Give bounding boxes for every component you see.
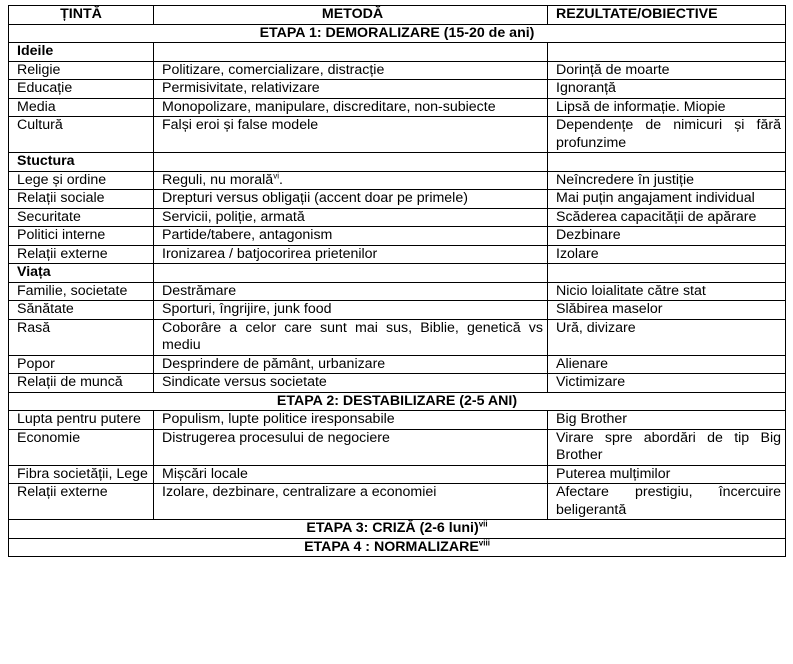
table-row <box>9 355 786 374</box>
stage-4-text: ETAPA 4 : NORMALIZARE <box>304 538 479 555</box>
cell-tinta: Relații de muncă <box>9 374 154 393</box>
table-row <box>9 171 786 190</box>
cell-tinta: Economie <box>9 429 154 465</box>
table-row <box>9 301 786 320</box>
cell-tinta: Cultură <box>9 117 154 153</box>
group-viata: Viața <box>9 264 154 283</box>
cell-tinta: Relații sociale <box>9 190 154 209</box>
header-rezultate: REZULTATE/OBIECTIVE <box>548 6 786 25</box>
cell-rezultat: Ură, divizare <box>548 319 786 355</box>
cell-rezultat: Slăbirea maselor <box>548 301 786 320</box>
table-row <box>9 190 786 209</box>
table-row <box>9 61 786 80</box>
cell-rezultat: Alienare <box>548 355 786 374</box>
header-row <box>9 6 786 25</box>
cell-tinta: Familie, societate <box>9 282 154 301</box>
cell-rezultat: Big Brother <box>548 411 786 430</box>
cell-rezultat: Mai puțin angajament individual <box>548 190 786 209</box>
table-row <box>9 98 786 117</box>
cell-metoda: Monopolizare, manipulare, discreditare, non-subiecte <box>154 98 548 117</box>
cell-metoda: Partide/tabere, antagonism <box>154 227 548 246</box>
cell-tinta: Media <box>9 98 154 117</box>
stage-row <box>9 538 786 557</box>
cell-rezultat: Afectare prestigiu, încercuire beligerantă <box>548 484 786 520</box>
cell-rezultat: Dependențe de nimicuri și fără profunzime <box>548 117 786 153</box>
group-ideile: Ideile <box>9 43 154 62</box>
table-row <box>9 227 786 246</box>
cell-metoda-text: Reguli, nu morală <box>162 171 274 188</box>
group-row <box>9 43 786 62</box>
table-row <box>9 411 786 430</box>
cell-tinta: Sănătate <box>9 301 154 320</box>
cell-metoda: Permisivitate, relativizare <box>154 80 548 99</box>
cell-tinta: Fibra societății, Lege <box>9 465 154 484</box>
cell-rezultat: Izolare <box>548 245 786 264</box>
cell-rezultat: Scăderea capacității de apărare <box>548 208 786 227</box>
table-row <box>9 245 786 264</box>
stage-4-title <box>9 538 786 557</box>
cell-rezultat: Virare spre abordări de tip Big Brother <box>548 429 786 465</box>
cell-metoda: Mișcări locale <box>154 465 548 484</box>
cell-tinta: Relații externe <box>9 484 154 520</box>
table-row <box>9 117 786 153</box>
table-row <box>9 429 786 465</box>
group-structura: Stuctura <box>9 153 154 172</box>
cell-rezultat: Dorință de moarte <box>548 61 786 80</box>
header-tinta: ȚINTĂ <box>9 6 154 25</box>
cell-metoda: Sindicate versus societate <box>154 374 548 393</box>
cell-metoda: Destrămare <box>154 282 548 301</box>
cell-rezultat: Puterea mulțimilor <box>548 465 786 484</box>
cell-tinta: Lege și ordine <box>9 171 154 190</box>
cell-tinta: Popor <box>9 355 154 374</box>
table-row <box>9 282 786 301</box>
cell-metoda: Reguli, nu morală$^{vi}$. <box>154 171 548 190</box>
cell-tinta: Religie <box>9 61 154 80</box>
cell-rezultat: Victimizare <box>548 374 786 393</box>
stage-1-title: ETAPA 1: DEMORALIZARE (15-20 de ani) <box>9 24 786 43</box>
cell-metoda: Populism, lupte politice iresponsabile <box>154 411 548 430</box>
cell-tinta: Relații externe <box>9 245 154 264</box>
cell-metoda: Desprindere de pământ, urbanizare <box>154 355 548 374</box>
footnote-ref[interactable]: viii <box>478 537 490 547</box>
cell-metoda: Drepturi versus obligații (accent doar pe primele) <box>154 190 548 209</box>
group-row <box>9 153 786 172</box>
cell-tinta: Securitate <box>9 208 154 227</box>
strategy-table <box>8 5 786 557</box>
cell-rezultat: Dezbinare <box>548 227 786 246</box>
cell-metoda: Ironizarea / batjocorirea prietenilor <box>154 245 548 264</box>
cell-metoda: Izolare, dezbinare, centralizare a economiei <box>154 484 548 520</box>
footnote-ref[interactable]: vi <box>273 170 279 180</box>
table-row <box>9 319 786 355</box>
cell-tinta: Politici interne <box>9 227 154 246</box>
cell-rezultat: Lipsă de informație. Miopie <box>548 98 786 117</box>
cell-rezultat: Nicio loialitate către stat <box>548 282 786 301</box>
table-row <box>9 208 786 227</box>
cell-metoda: Falși eroi și false modele <box>154 117 548 153</box>
stage-3-text: ETAPA 3: CRIZĂ (2-6 luni) <box>306 520 479 536</box>
table-row <box>9 465 786 484</box>
stage-row <box>9 520 786 539</box>
cell-metoda: Distrugerea procesului de negociere <box>154 429 548 465</box>
table-row <box>9 374 786 393</box>
cell-metoda: Sporturi, îngrijire, junk food <box>154 301 548 320</box>
stage-2-title: ETAPA 2: DESTABILIZARE (2-5 ANI) <box>9 392 786 411</box>
group-row <box>9 264 786 283</box>
cell-tinta: Lupta pentru putere <box>9 411 154 430</box>
cell-metoda: Servicii, poliție, armată <box>154 208 548 227</box>
header-metoda: METODĂ <box>154 6 548 25</box>
footnote-ref[interactable]: vii <box>478 519 488 529</box>
cell-metoda: Politizare, comercializare, distracție <box>154 61 548 80</box>
table-row <box>9 484 786 520</box>
stage-row <box>9 24 786 43</box>
table-row <box>9 80 786 99</box>
cell-tinta: Rasă <box>9 319 154 355</box>
cell-rezultat: Ignoranță <box>548 80 786 99</box>
stage-row <box>9 392 786 411</box>
cell-tinta: Educație <box>9 80 154 99</box>
cell-metoda: Coborâre a celor care sunt mai sus, Biblie, genetică vs mediu <box>154 319 548 355</box>
stage-3-title <box>9 520 786 539</box>
cell-rezultat: Neîncredere în justiție <box>548 171 786 190</box>
